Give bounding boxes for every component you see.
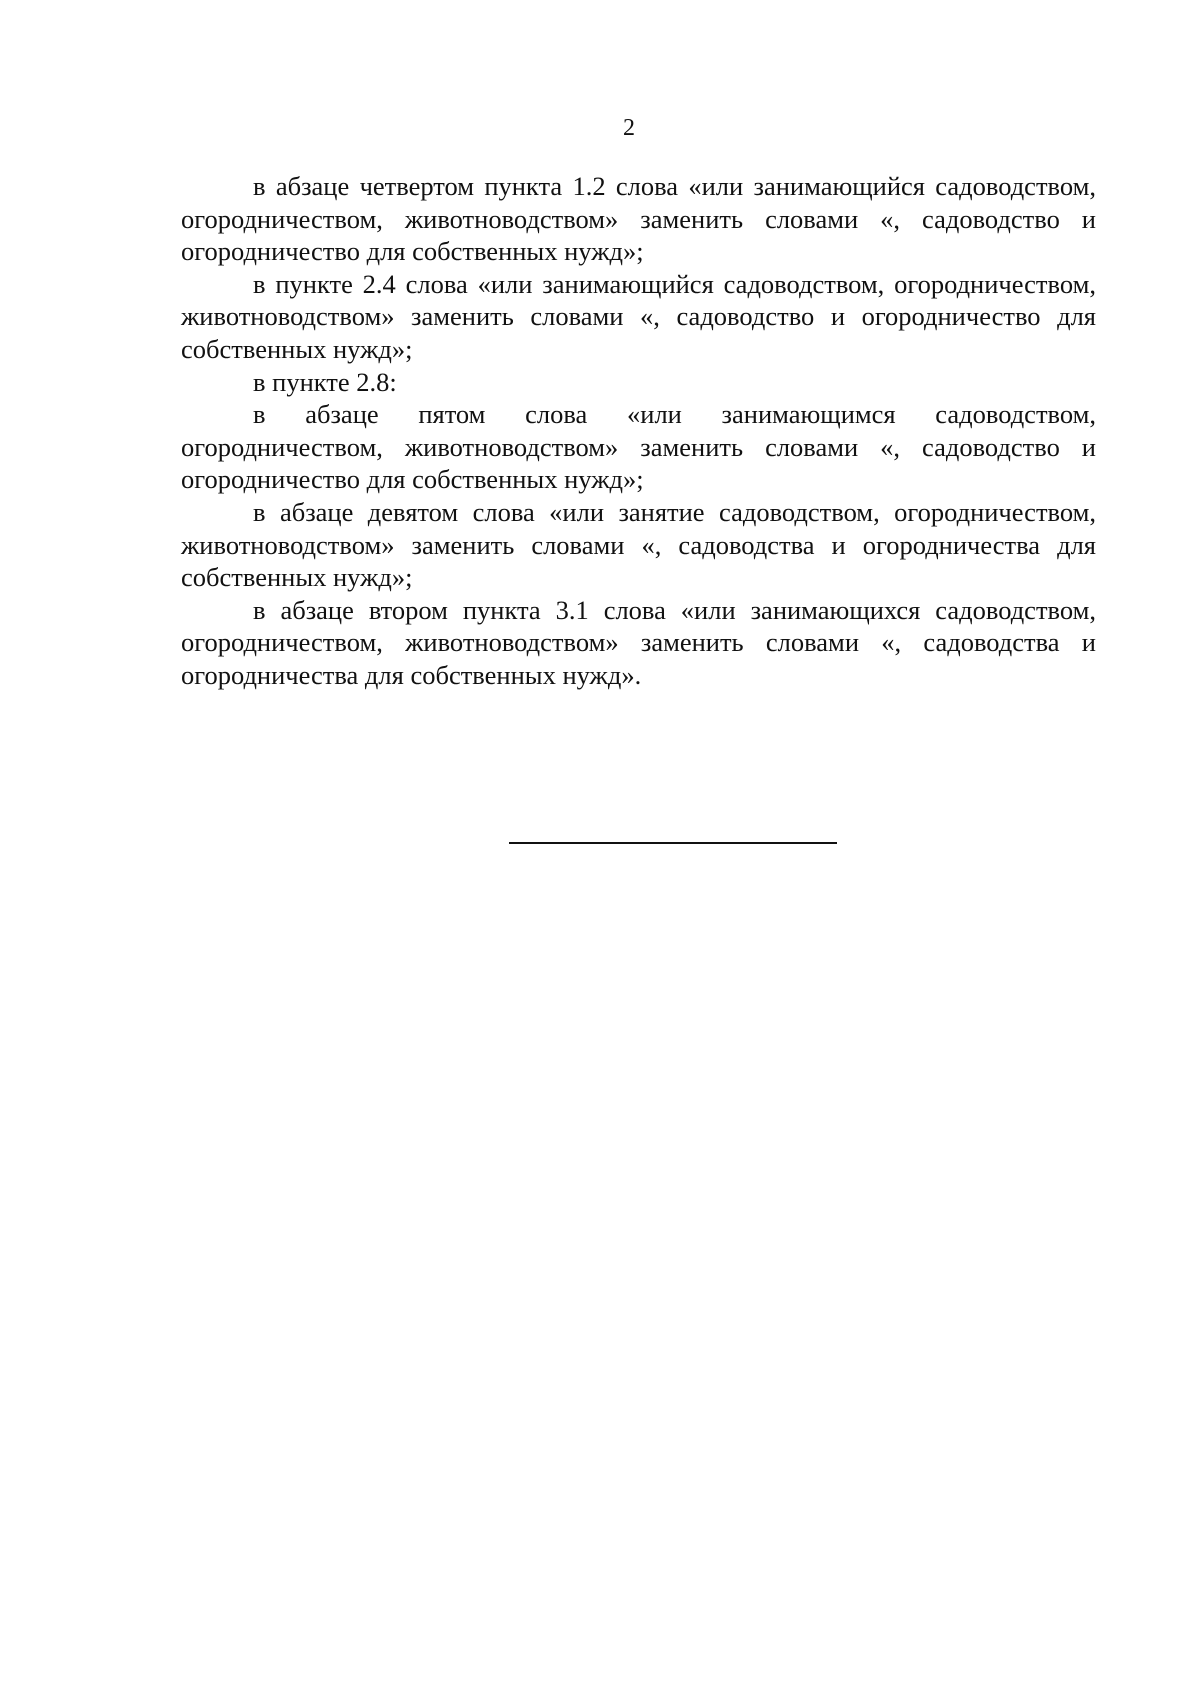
paragraph-item-3-1: в абзаце втором пункта 3.1 слова «или занимающихся садоводством, огородничеством, животноводством» заменить словами «, садоводства и огородничества для собственных нужд». — [181, 594, 1096, 690]
paragraph-item-2-8-ninth: в абзаце девятом слова «или занятие садоводством, огородничеством, животноводством» заменить словами «, садоводства и огородничества для собственных нужд»; — [181, 496, 1096, 593]
paragraph-item-2-8-fifth: в абзаце пятом слова «или занимающимся садоводством, огородничеством, животноводством» заменить словами «, садоводство и огородничество для собственных нужд»; — [181, 399, 1096, 495]
paragraph-item-1-2: в абзаце четвертом пункта 1.2 слова «или занимающийся садоводством, огородничеством, животноводством» заменить словами «, садоводство и огородничество для собственных нужд»; — [181, 171, 1096, 267]
paragraph-item-2-8-heading: в пункте 2.8: — [253, 366, 397, 397]
document-body — [181, 170, 1096, 692]
paragraph-item-2-4: в пункте 2.4 слова «или занимающийся садоводством, огородничеством, животноводством» заменить словами «, садоводство и огородничество для собственных нужд»; — [181, 268, 1096, 364]
closing-divider-line — [509, 842, 837, 844]
page-number: 2 — [623, 115, 635, 141]
